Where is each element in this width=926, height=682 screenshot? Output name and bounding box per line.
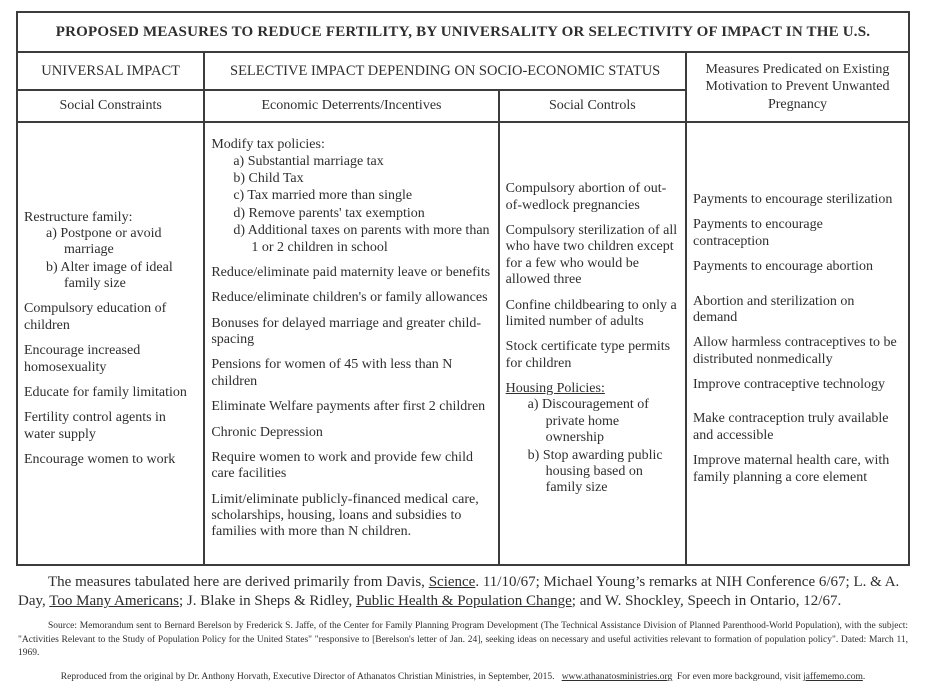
reproduction-note (18, 672, 908, 682)
measure-subitem: a) Discouragement of private home ownership (527, 397, 649, 446)
measure-item: Encourage increased homosexuality (24, 343, 141, 375)
measure-subitem: d) Additional taxes on parents with more than 1 or 2 children in school (233, 223, 490, 255)
measure-subitem: b) Alter image of ideal family size (46, 259, 173, 292)
jaffememo-link[interactable]: jaffememo.com (803, 672, 863, 682)
measure-item: Encourage women to work (24, 452, 176, 468)
source-note: Source: Memorandum sent to Bernard Berelson by Frederick S. Jaffe, of the Center for Family Planning Program Development (The Technical Assistance Division of Planned Parenthood-World Population), with the subject: "Activities Relevant to the Study of Population Policy for the United States" "responsive to [Berelson's letter of Jan. 24], seeking ideas on necessary and useful activities relevant to formation of population policy". Dated: March 11, 1969. (18, 621, 908, 658)
measure-item: Compulsory abortion of out-of-wedlock pregnancies (505, 181, 667, 213)
fertility-measures-table (16, 11, 910, 566)
table-title: PROPOSED MEASURES TO REDUCE FERTILITY, BY UNIVERSALITY OR SELECTIVITY OF IMPACT IN THE U.S. (17, 12, 909, 52)
measure-subitem: b) Child Tax (233, 171, 304, 186)
measure-item: Require women to work and provide few child care facilities (211, 449, 473, 482)
text-segment: Too Many Americans (49, 593, 180, 610)
measure-subitem: a) Substantial marriage tax (233, 153, 384, 169)
text-segment: For even more background, visit (672, 672, 804, 682)
measure-item: Pensions for women of 45 with less than N children (211, 357, 453, 389)
measure-item: Payments to encourage sterilization (692, 192, 893, 208)
text-segment: The measures tabulated here are derived primarily from Davis, (48, 574, 429, 590)
measure-item: Bonuses for delayed marriage and greater child-spacing (211, 315, 482, 347)
measure-item: Fertility control agents in water supply (24, 410, 166, 442)
measure-item: Improve maternal health care, with family planning a core element (692, 453, 890, 485)
header-universal-impact: UNIVERSAL IMPACT (17, 52, 204, 90)
measure-subitem: c) Tax married more than single (233, 188, 413, 204)
column-motivation-measures (686, 122, 909, 565)
athanatosministries-link[interactable]: www.athanatosministries.org (561, 672, 673, 682)
measure-item: Allow harmless contraceptives to be distributed nonmedically (692, 335, 897, 367)
header-motivation-measures: Measures Predicated on Existing Motivation to Prevent Unwanted Pregnancy (686, 52, 909, 122)
measure-item: Payments to encourage abortion (692, 259, 873, 275)
column-economic-deterrents (204, 122, 498, 565)
subheader-social-controls: Social Controls (499, 90, 686, 122)
measure-item: Confine childbearing to only a limited number of adults (505, 297, 677, 329)
measure-item: Stock certificate type permits for children (505, 339, 671, 371)
measure-item: Chronic Depression (211, 424, 323, 440)
subheader-economic-deterrents: Economic Deterrents/Incentives (204, 90, 498, 122)
text-segment: Public Health & Population Change (355, 593, 572, 610)
column-social-constraints (17, 122, 204, 565)
text-segment: . (862, 672, 866, 682)
text-segment: ; and W. Shockley, Speech in Ontario, 12/67. (571, 593, 842, 610)
derivation-note (18, 573, 908, 611)
measure-item: Make contraception truly available and accessible (692, 411, 889, 443)
measure-item: Housing Policies: a) Discouragement of private home ownership b) Stop awarding public housing based on family size (506, 381, 679, 497)
measure-item: Improve contraceptive technology (692, 377, 886, 393)
measure-item: Educate for family limitation (24, 384, 187, 400)
measure-item: Restructure family: a) Postpone or avoid marriage b) Alter image of ideal family size (24, 210, 197, 293)
footer (16, 566, 910, 682)
measure-item: Compulsory education of children (24, 301, 167, 333)
text-segment: Reproduced from the original by Dr. Anthony Horvath, Executive Director of Athanatos Christian Ministries, in September, 2015. (60, 672, 562, 682)
measure-item: Payments to encourage contraception (692, 217, 823, 249)
measure-item: Compulsory sterilization of all who have two children except for a few who would be allowed three (505, 223, 678, 288)
header-selective-impact: SELECTIVE IMPACT DEPENDING ON SOCIO-ECONOMIC STATUS (204, 52, 686, 90)
measure-item: Eliminate Welfare payments after first 2 children (211, 399, 486, 415)
measure-item: Modify tax policies: a) Substantial marriage tax b) Child Tax c) Tax married more than single d) Remove parents' tax exemption d) Additional taxes on parents with more than 1 or 2 children in school (211, 137, 491, 256)
measure-item: Abortion and sterilization on demand (692, 293, 855, 325)
measure-subitem: d) Remove parents' tax exemption (233, 205, 425, 221)
measure-item: Limit/eliminate publicly-financed medical care, scholarships, housing, loans and subsidies to families with more than N children. (211, 491, 479, 540)
column-social-controls (499, 122, 686, 565)
text-segment: Science (428, 574, 476, 590)
measure-subitem: a) Postpone or avoid marriage (46, 225, 162, 258)
measure-subitem: b) Stop awarding public housing based on family size (527, 447, 663, 496)
measure-item: Reduce/eliminate paid maternity leave or benefits (211, 264, 491, 280)
text-segment: . 11/10/67; Michael Young’s remarks at NIH Conference 6/67; L. & A. Day, (18, 574, 900, 610)
subheader-social-constraints: Social Constraints (17, 90, 204, 122)
text-segment: ; J. Blake in Sheps & Ridley, (179, 593, 356, 610)
measure-item: Reduce/eliminate children's or family allowances (211, 290, 488, 306)
